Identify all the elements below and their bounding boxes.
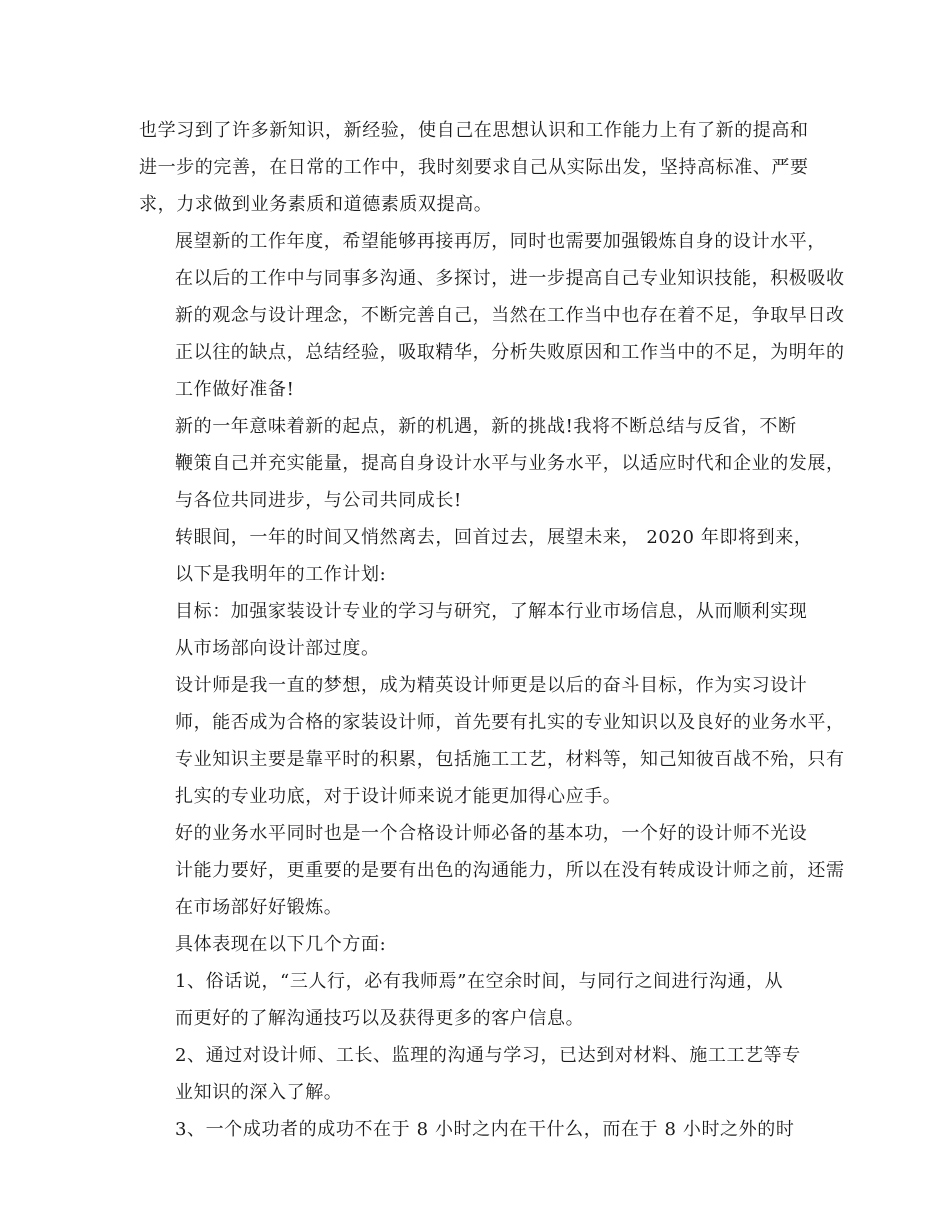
paragraph <box>139 1111 817 1148</box>
paragraph <box>139 1037 817 1111</box>
text-line: 展望新的工作年度，希望能够再接再厉，同时也需要加强锻炼自身的设计水平， <box>175 231 826 252</box>
text-line: 师，能否成为合格的家装设计师，首先要有扎实的专业知识以及良好的业务水平， <box>175 712 845 733</box>
text-line: 1、俗话说，“三人行，必有我师焉”在空余时间，与同行之间进行沟通，从 <box>175 971 784 992</box>
text-line: 在以后的工作中与同事多沟通、多探讨，进一步提高自己专业知识技能，积极吸收 <box>175 268 845 289</box>
text-line: 计能力要好，更重要的是要有出色的沟通能力，所以在没有转成设计师之前，还需 <box>175 860 845 881</box>
text-line: 新的一年意味着新的起点，新的机遇，新的挑战!我将不断总结与反省，不断 <box>175 416 797 437</box>
text-line: 在市场部好好锻炼。 <box>175 897 343 918</box>
paragraph <box>139 112 817 223</box>
paragraph <box>139 593 817 667</box>
text-line: 鞭策自己并充实能量，提高自身设计水平与业务水平，以适应时代和企业的发展， <box>175 453 845 474</box>
text-line: 好的业务水平同时也是一个合格设计师必备的基本功，一个好的设计师不光设 <box>175 823 808 844</box>
paragraph <box>139 926 817 963</box>
text-line: 业知识的深入了解。 <box>175 1082 343 1103</box>
text-line: 新的观念与设计理念，不断完善自己，当然在工作当中也存在着不足，争取早日改 <box>175 305 845 326</box>
text-line: 3、一个成功者的成功不在于 8 小时之内在干什么，而在于 8 小时之外的时 <box>175 1119 795 1140</box>
text-line: 求，力求做到业务素质和道德素质双提高。 <box>139 194 493 215</box>
text-line: 设计师是我一直的梦想，成为精英设计师更是以后的奋斗目标，作为实习设计 <box>175 675 808 696</box>
paragraph <box>139 667 845 815</box>
paragraph <box>139 408 845 519</box>
text-line: 具体表现在以下几个方面: <box>175 934 387 955</box>
text-line: 专业知识主要是靠平时的积累，包括施工工艺，材料等，知己知彼百战不殆，只有 <box>175 749 845 770</box>
text-line: 也学习到了许多新知识，新经验，使自己在思想认识和工作能力上有了新的提高和 <box>139 120 809 141</box>
text-line: 目标：加强家装设计专业的学习与研究，了解本行业市场信息，从而顺利实现 <box>175 601 808 622</box>
text-line: 转眼间，一年的时间又悄然离去，回首过去，展望未来， 2020 年即将到来， <box>175 527 813 548</box>
document-body <box>139 112 845 1148</box>
text-line: 2、通过对设计师、工长、监理的沟通与学习，已达到对材料、施工工艺等专 <box>175 1045 801 1066</box>
text-line: 进一步的完善，在日常的工作中，我时刻要求自己从实际出发，坚持高标准、严要 <box>139 157 809 178</box>
paragraph <box>139 815 845 926</box>
text-line: 正以往的缺点，总结经验，吸取精华，分析失败原因和工作当中的不足，为明年的 <box>175 342 845 363</box>
text-line: 以下是我明年的工作计划: <box>175 564 387 585</box>
text-line: 工作做好准备! <box>175 379 295 400</box>
text-line: 与各位共同进步，与公司共同成长! <box>175 490 462 511</box>
text-line: 扎实的专业功底，对于设计师来说才能更加得心应手。 <box>175 786 622 807</box>
text-line: 从市场部向设计部过度。 <box>175 638 380 659</box>
text-line: 而更好的了解沟通技巧以及获得更多的客户信息。 <box>175 1008 585 1029</box>
paragraph <box>139 223 845 408</box>
paragraph <box>139 519 817 593</box>
paragraph <box>139 963 817 1037</box>
